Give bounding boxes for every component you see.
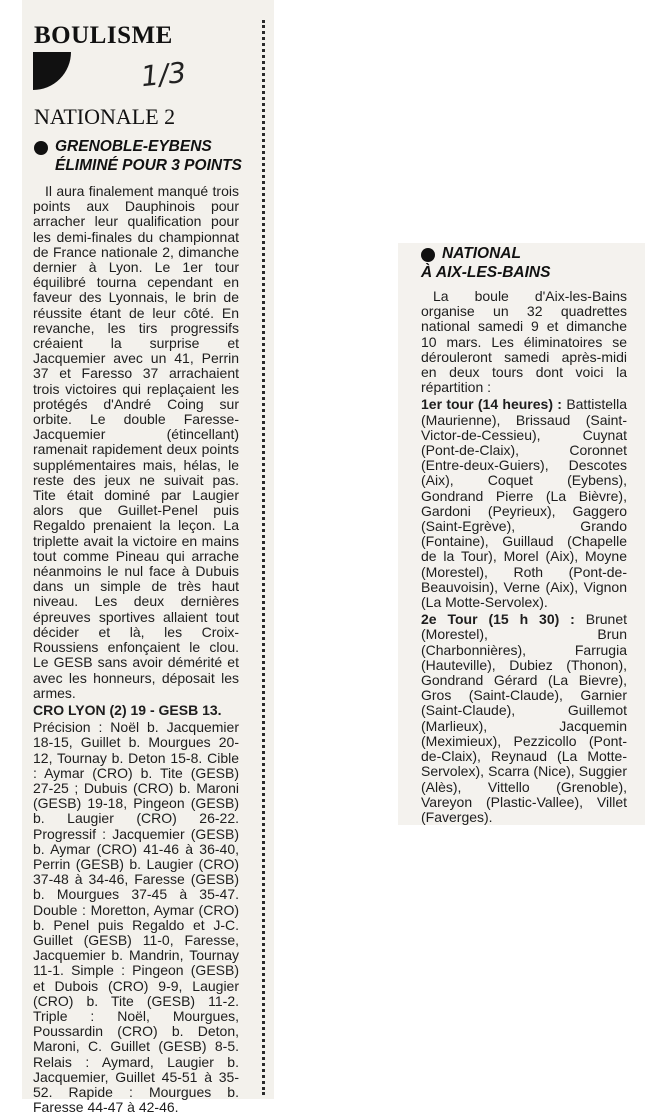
tour1-paragraph xyxy=(421,397,627,610)
right-intro-paragraph: La boule d'Aix-les-Bains organise un 32 quadrettes national samedi 9 et dimanche 10 mars. Les éliminatoires se dérouleront samedi après-midi en deux tours dont voici la répartition : xyxy=(421,288,627,396)
bullet-dot-icon xyxy=(34,141,48,155)
right-article-body xyxy=(421,289,627,827)
tour1-text: Battistella (Maurienne), Brissaud (Saint-Victor-de-Cessieu), Cuynat (Pont-de-Claix), Coronnet (Entre-deux-Guiers), Descotes (Aix), Coquet (Eybens), Gondrand Pierre (La Bièvre), Gardoni (Peyrieux), Gaggero (Saint-Egrève), Grando (Fontaine), Guillaud (Chapelle de la Tour), Morel (Aix), Moyne (Morestel), Roth (Pont-de-Beauvoisin), Verne (Aix), Vignon (La Motte-Servolex). xyxy=(421,396,628,611)
rubric-title: BOULISME xyxy=(34,22,173,49)
tour1-label: 1er tour (14 heures) : xyxy=(421,396,562,413)
section-title: NATIONALE 2 xyxy=(34,104,176,129)
bullet-dot-icon xyxy=(421,248,435,262)
tour2-text: Brunet (Morestel), Brun (Charbonnières), Farrugia (Hauteville), Dubiez (Thonon), Gondrand Gérard (La Bievre), Gros (Saint-Claude), Garnier (Saint-Claude), Guillemot (Marlieux), Jacquemin (Meximieux), Pezzicollo (Pont-de-Claix), Reynaud (La Motte-Servolex), Scarra (Nice), Suggier (Alès), Vittello (Grenoble), Vareyon (Plastic-Vallee), Villet (Faverges). xyxy=(421,611,627,825)
dotted-separator xyxy=(262,20,265,1095)
score-line: CRO LYON (2) 19 - GESB 13. xyxy=(33,701,222,718)
tour2-paragraph xyxy=(421,612,627,825)
tour2-label: 2e Tour (15 h 30) : xyxy=(421,611,575,628)
right-headline-line2: À AIX-LES-BAINS xyxy=(421,264,551,281)
left-headline-line1: GRENOBLE-EYBENS xyxy=(55,138,212,155)
right-headline-line1: NATIONAL xyxy=(442,245,521,262)
results-paragraph: Précision : Noël b. Jacquemier 18-15, Guillet b. Mourgues 20-12, Tournay b. Deton 15-8. Cible : Aymar (CRO) b. Tite (GESB) 27-25 ; Dubuis (CRO) b. Maroni (GESB) 19-18, Pingeon (GESB) b. Laugier (CRO) 26-22. Progressif : Jacquemier (GESB) b. Aymar (CRO) 41-46 à 36-40, Perrin (GESB) b. Laugier (CRO) 37-48 à 34-46, Faresse (GESB) b. Mourgues 37-45 à 35-47. Double : Moretton, Aymar (CRO) b. Penel puis Regaldo et J-C. Guillet (GESB) 11-0, Faresse, Jacquemier b. Mandrin, Tournay 11-1. Simple : Pingeon (GESB) et Dubois (CRO) 9-9, Laugier (CRO) b. Tite (GESB) 11-2. Triple : Noël, Mourgues, Poussardin (CRO) b. Deton, Maroni, C. Guillet (GESB) 8-5. Relais : Aymard, Laugier b. Jacquemier, Guillet 45-51 à 35-52. Rapide : Mourgues b. Faresse 44-47 à 42-46. xyxy=(33,719,239,1116)
left-article-paragraph: Il aura finalement manqué trois points aux Dauphinois pour arracher leur qualification pour les demi-finales du championnat de France nationale 2, dimanche dernier à Lyon. Le 1er tour équilibré tourna cependant en faveur des Lyonnais, le brin de réussite étant de leur côté. En revanche, les tirs progressifs créaient la surprise et Jacquemier avec un 41, Perrin 37 et Faresso 37 arrachaient trois victoires qui replaçaient les protégés d'André Coing sur orbite. Le double Faresse-Jacquemier (étincellant) ramenait rapidement deux points supplémentaires mais, hélas, le reste des jeux ne suivait pas. Tite était dominé par Laugier alors que Guillet-Penel puis Regaldo prenaient la leçon. La triplette avait la victoire en mains tout comme Pineau qui arrache néanmoins le nul face à Dubuis dans un simple de très haut niveau. Les deux dernières épreuves sportives allaient tout décider et là, les Croix-Roussiens enfonçaient le clou. Le GESB sans avoir démérité et avec les honneurs, déposait les armes. xyxy=(33,183,239,701)
left-headline-line2: ÉLIMINÉ POUR 3 POINTS xyxy=(55,157,242,174)
handwritten-page-note: 1/3 xyxy=(139,55,188,94)
left-article-body xyxy=(33,184,239,1117)
